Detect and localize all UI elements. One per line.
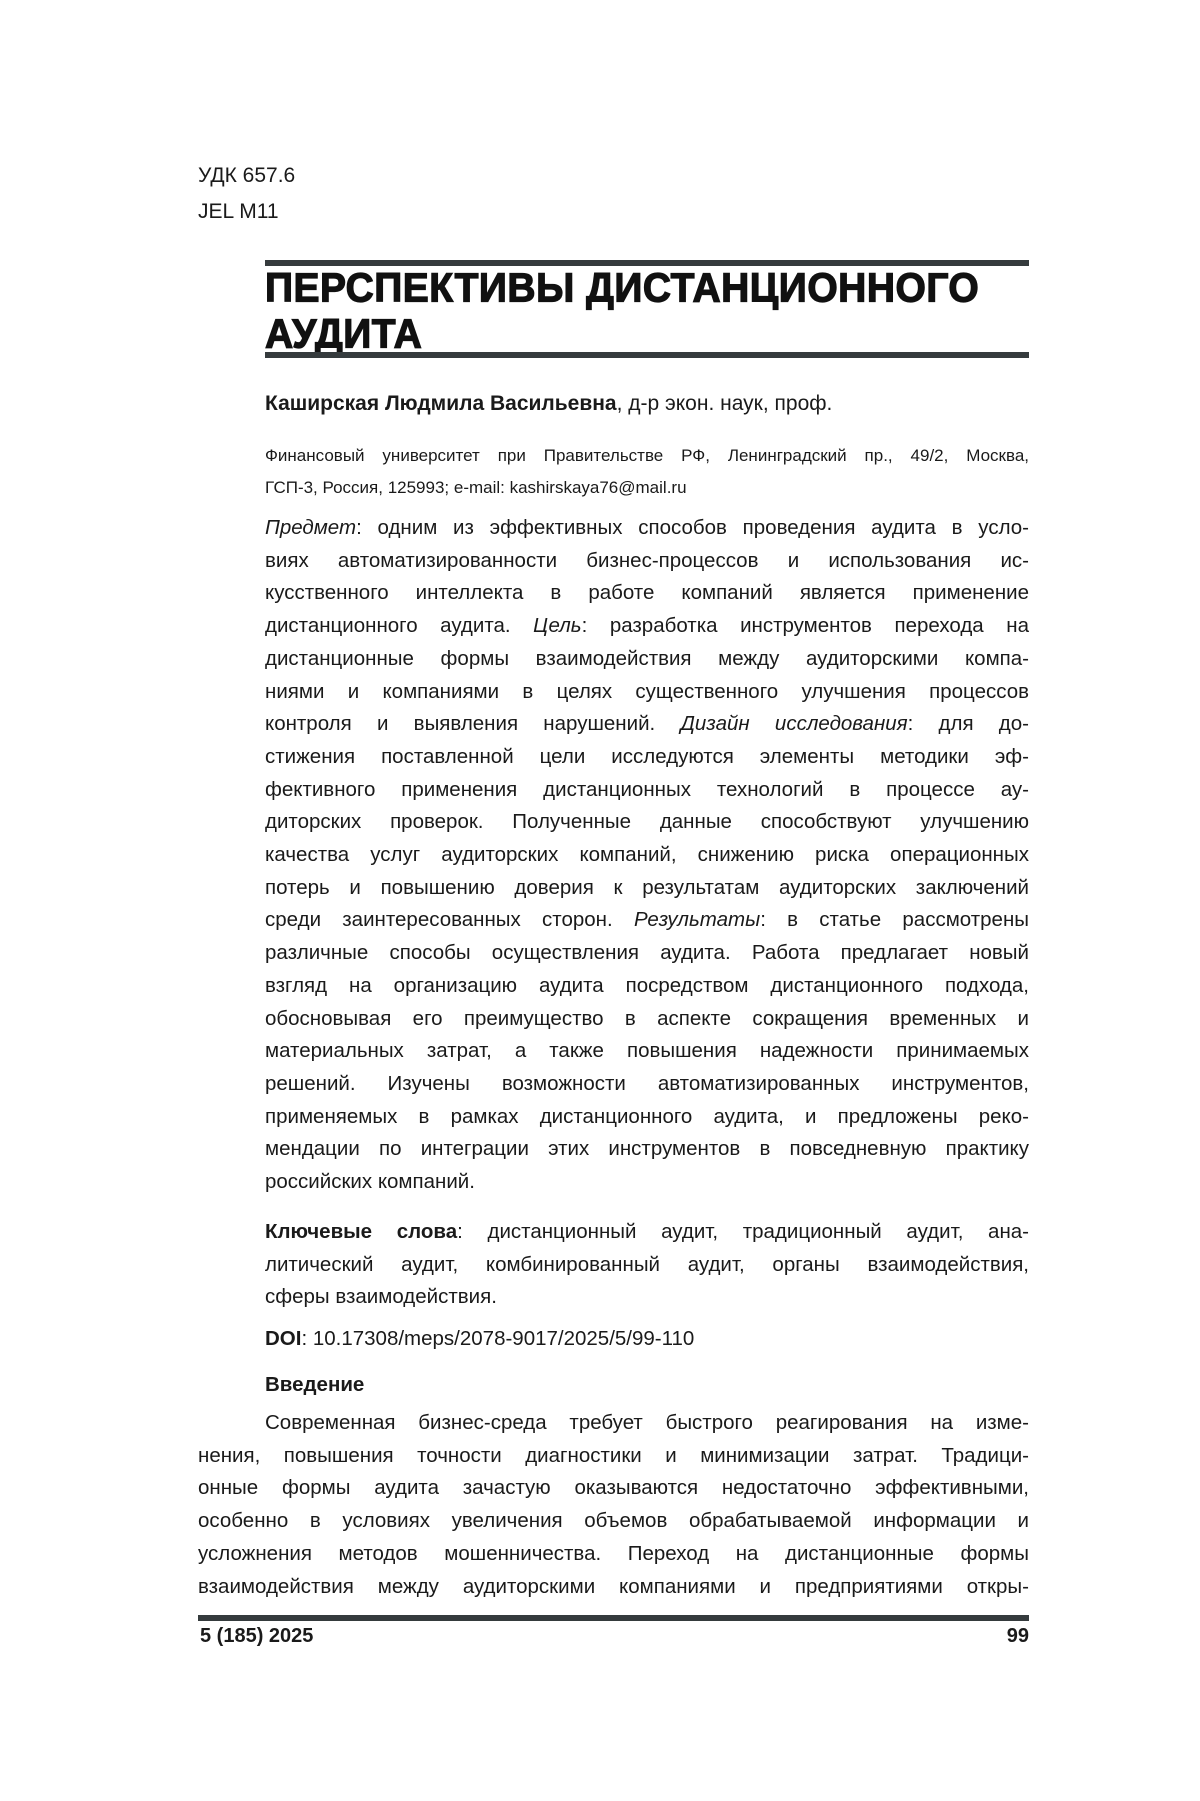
abstract-line bbox=[265, 1068, 1029, 1101]
abstract-line bbox=[265, 872, 1029, 905]
keywords-line bbox=[265, 1216, 1029, 1249]
text-segment: стижения поставленной цели исследуются элементы методики эф- bbox=[265, 745, 1029, 768]
abstract-label: Цель bbox=[533, 614, 581, 637]
abstract-line bbox=[265, 1133, 1029, 1166]
text-segment: : дистанционный аудит, традиционный аудит, ана- bbox=[457, 1220, 1029, 1243]
text-segment: : одним из эффективных способов проведения аудита в усло- bbox=[356, 516, 1029, 539]
abstract-line bbox=[265, 741, 1029, 774]
abstract-line bbox=[265, 839, 1029, 872]
text-segment: дистанционного аудита. bbox=[265, 614, 533, 637]
abstract-line bbox=[265, 1003, 1029, 1036]
text-segment: виях автоматизированности бизнес-процессов и использования ис- bbox=[265, 549, 1029, 572]
text-segment: качества услуг аудиторских компаний, снижению риска операционных bbox=[265, 843, 1029, 866]
text-segment: диторских проверок. Полученные данные способствуют улучшению bbox=[265, 810, 1029, 833]
abstract-line bbox=[265, 708, 1029, 741]
abstract-line bbox=[265, 774, 1029, 807]
affiliation-line-1: Финансовый университет при Правительстве РФ, Ленинградский пр., 49/2, Москва, bbox=[265, 440, 1029, 472]
abstract-line bbox=[265, 1101, 1029, 1134]
affiliation bbox=[265, 440, 1029, 504]
text-segment: дистанционные формы взаимодействия между аудиторскими компа- bbox=[265, 647, 1029, 670]
title-bottom-rule bbox=[265, 352, 1029, 358]
abstract-line bbox=[265, 577, 1029, 610]
text-segment: : для до- bbox=[908, 712, 1029, 735]
text-segment: среди заинтересованных сторон. bbox=[265, 908, 634, 931]
abstract-line bbox=[265, 676, 1029, 709]
abstract-line bbox=[265, 904, 1029, 937]
section-heading-introduction: Введение bbox=[265, 1373, 1029, 1397]
abstract-line bbox=[265, 643, 1029, 676]
introduction-text bbox=[198, 1407, 1029, 1603]
abstract-line bbox=[265, 545, 1029, 578]
affiliation-line-2: ГСП-3, Россия, 125993; e-mail: kashirskaya76@mail.ru bbox=[265, 472, 1029, 504]
text-segment: потерь и повышению доверия к результатам аудиторских заключений bbox=[265, 876, 1029, 899]
text-segment: литический аудит, комбинированный аудит, органы взаимодействия, bbox=[265, 1253, 1029, 1276]
abstract-label: Дизайн исследования bbox=[680, 712, 907, 735]
text-segment: российских компаний. bbox=[265, 1170, 475, 1193]
author-name: Каширская Людмила Васильевна bbox=[265, 392, 617, 415]
paragraph-line: взаимодействия между аудиторскими компаниями и предприятиями откры- bbox=[198, 1571, 1029, 1604]
udc-code: УДК 657.6 bbox=[198, 164, 295, 188]
paragraph-line: нения, повышения точности диагностики и минимизации затрат. Традици- bbox=[198, 1440, 1029, 1473]
abstract-line bbox=[265, 610, 1029, 643]
paragraph-line: особенно в условиях увеличения объемов обрабатываемой информации и bbox=[198, 1505, 1029, 1538]
text-segment: материальных затрат, а также повышения надежности принимаемых bbox=[265, 1039, 1029, 1062]
keywords bbox=[265, 1216, 1029, 1314]
abstract-label: Результаты bbox=[634, 908, 760, 931]
abstract-label: Предмет bbox=[265, 516, 356, 539]
abstract-line bbox=[265, 937, 1029, 970]
text-segment: мендации по интеграции этих инструментов в повседневную практику bbox=[265, 1137, 1029, 1160]
text-segment: фективного применения дистанционных технологий в процессе ау- bbox=[265, 778, 1029, 801]
paragraph-line: усложнения методов мошенничества. Переход на дистанционные формы bbox=[198, 1538, 1029, 1571]
author-degree: , д-р экон. наук, проф. bbox=[617, 392, 833, 415]
text-segment: сферы взаимодействия. bbox=[265, 1285, 497, 1308]
issue-number: 5 (185) 2025 bbox=[200, 1625, 313, 1648]
abstract-line bbox=[265, 1166, 1029, 1199]
text-segment: решений. Изучены возможности автоматизированных инструментов, bbox=[265, 1072, 1029, 1095]
text-segment: кусственного интеллекта в работе компаний является применение bbox=[265, 581, 1029, 604]
doi-label: DOI bbox=[265, 1327, 301, 1350]
abstract-line bbox=[265, 512, 1029, 545]
footer-rule bbox=[198, 1615, 1029, 1621]
text-segment: : в статье рассмотрены bbox=[760, 908, 1029, 931]
text-segment: ниями и компаниями в целях существенного улучшения процессов bbox=[265, 680, 1029, 703]
paragraph-line: Современная бизнес-среда требует быстрого реагирования на изме- bbox=[198, 1407, 1029, 1440]
text-segment: применяемых в рамках дистанционного аудита, и предложены реко- bbox=[265, 1105, 1029, 1128]
abstract bbox=[265, 512, 1029, 1199]
jel-code: JEL M11 bbox=[198, 200, 279, 224]
keywords-line bbox=[265, 1281, 1029, 1314]
page-number: 99 bbox=[1007, 1625, 1029, 1648]
article-title bbox=[265, 266, 1029, 358]
abstract-line bbox=[265, 1035, 1029, 1068]
text-segment: взгляд на организацию аудита посредством дистанционного подхода, bbox=[265, 974, 1029, 997]
text-segment: контроля и выявления нарушений. bbox=[265, 712, 680, 735]
title-line-1: ПЕРСПЕКТИВЫ ДИСТАНЦИОННОГО bbox=[265, 266, 1029, 312]
text-segment: различные способы осуществления аудита. Работа предлагает новый bbox=[265, 941, 1029, 964]
text-segment: : разработка инструментов перехода на bbox=[582, 614, 1029, 637]
keywords-label: Ключевые слова bbox=[265, 1220, 457, 1243]
paragraph-line: онные формы аудита зачастую оказываются недостаточно эффективными, bbox=[198, 1472, 1029, 1505]
text-segment: обосновывая его преимущество в аспекте сокращения временных и bbox=[265, 1007, 1029, 1030]
author-line bbox=[265, 392, 1029, 416]
abstract-line bbox=[265, 970, 1029, 1003]
title-line-2: АУДИТА bbox=[265, 312, 1029, 358]
doi-value[interactable]: : 10.17308/meps/2078-9017/2025/5/99-110 bbox=[301, 1327, 694, 1350]
keywords-line bbox=[265, 1249, 1029, 1282]
doi bbox=[265, 1327, 1029, 1351]
abstract-line bbox=[265, 806, 1029, 839]
